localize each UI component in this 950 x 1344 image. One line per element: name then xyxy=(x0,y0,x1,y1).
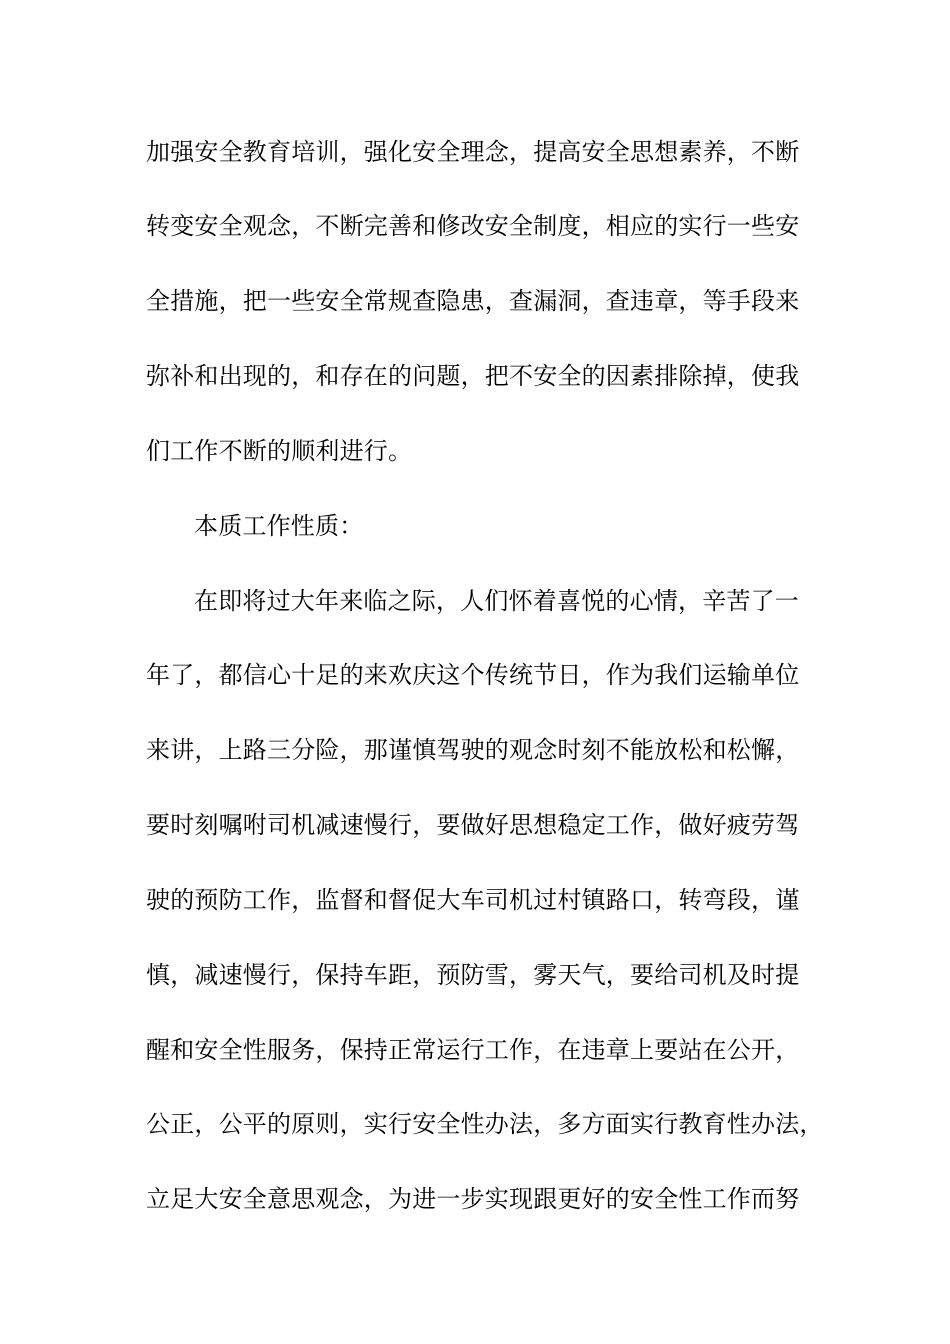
paragraph-line: 慎，减速慢行，保持车距，预防雪，雾天气，要给司机及时提 xyxy=(146,961,800,989)
paragraph-line: 立足大安全意思观念，为进一步实现跟更好的安全性工作而努 xyxy=(146,1185,800,1213)
paragraph-line: 全措施，把一些安全常规查隐患，查漏洞，查违章，等手段来 xyxy=(146,287,800,315)
paragraph-line: 转变安全观念，不断完善和修改安全制度，相应的实行一些安 xyxy=(146,212,800,240)
paragraph-line: 醒和安全性服务，保持正常运行工作，在违章上要站在公开， xyxy=(146,1036,800,1064)
paragraph-line: 驶的预防工作，监督和督促大车司机过村镇路口，转弯段，谨 xyxy=(146,886,800,914)
paragraph-line: 来讲，上路三分险，那谨慎驾驶的观念时刻不能放松和松懈， xyxy=(146,736,800,764)
paragraph-line: 弥补和出现的，和存在的问题，把不安全的因素排除掉，使我 xyxy=(146,362,800,390)
paragraph-line: 公正，公平的原则，实行安全性办法，多方面实行教育性办法， xyxy=(146,1110,824,1138)
paragraph-line: 年了，都信心十足的来欢庆这个传统节日，作为我们运输单位 xyxy=(146,661,800,689)
paragraph-line: 在即将过大年来临之际，人们怀着喜悦的心情，辛苦了一 xyxy=(194,587,799,615)
paragraph-line: 要时刻嘱咐司机减速慢行，要做好思想稳定工作，做好疲劳驾 xyxy=(146,811,800,839)
section-heading: 本质工作性质： xyxy=(194,512,364,540)
paragraph-line: 加强安全教育培训，强化安全理念，提高安全思想素养，不断 xyxy=(146,138,800,166)
paragraph-line: 们工作不断的顺利进行。 xyxy=(146,437,413,465)
